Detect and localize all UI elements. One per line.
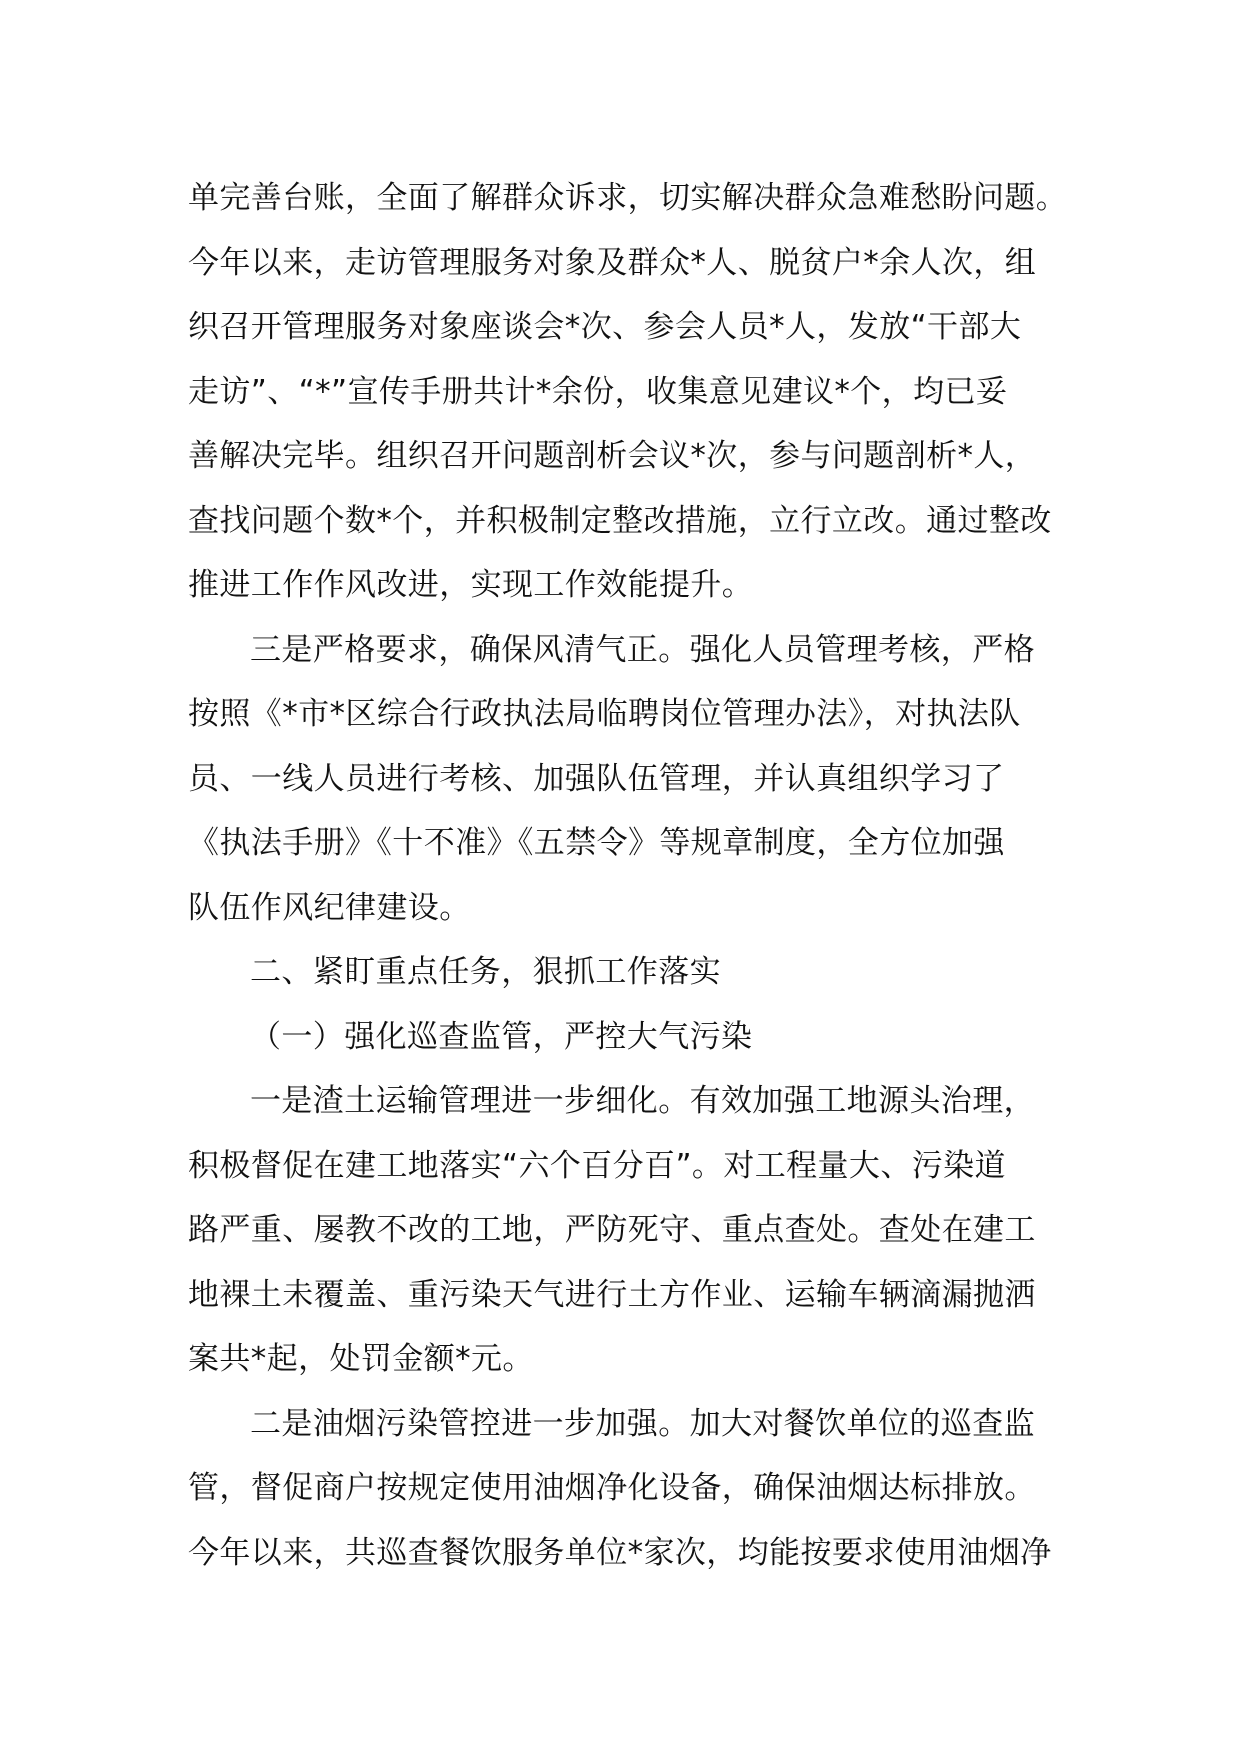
text-line: 队伍作风纪律建设。	[188, 889, 471, 926]
text-line: 推进工作作风改进，实现工作效能提升。	[188, 567, 754, 603]
text-line: 走访”、“*”宣传手册共计*余份，收集意见建议*个，均已妥	[188, 373, 1008, 410]
text-line: 案共*起，处罚金额*元。	[188, 1341, 534, 1377]
document-body	[188, 166, 1068, 1585]
text-line: 二是油烟污染管控进一步加强。加大对餐饮单位的巡查监	[250, 1405, 1035, 1442]
text-line: 查找问题个数*个，并积极制定整改措施，立行立改。通过整改	[188, 502, 1052, 539]
text-line: 一是渣土运输管理进一步细化。有效加强工地源头治理，	[250, 1083, 1035, 1119]
text-line: 织召开管理服务对象座谈会*次、参会人员*人，发放“干部大	[188, 309, 1022, 345]
text-line: 地裸土未覆盖、重污染天气进行土方作业、运输车辆滴漏抛洒	[188, 1276, 1036, 1313]
text-line: （一）强化巡查监管，严控大气污染	[250, 1018, 753, 1055]
text-line: 管，督促商户按规定使用油烟净化设备，确保油烟达标排放。	[188, 1470, 1036, 1506]
text-line: 路严重、屡教不改的工地，严防死守、重点查处。查处在建工	[188, 1212, 1036, 1248]
text-line: 积极督促在建工地落实“六个百分百”。对工程量大、污染道	[188, 1147, 1006, 1184]
text-line: 三是严格要求，确保风清气正。强化人员管理考核，严格	[250, 631, 1035, 668]
text-line: 按照《*市*区综合行政执法局临聘岗位管理办法》，对执法队	[188, 696, 1021, 732]
text-line: 善解决完毕。组织召开问题剖析会议*次，参与问题剖析*人，	[188, 438, 1037, 474]
text-line: 今年以来，走访管理服务对象及群众*人、脱贫户*余人次，组	[188, 244, 1037, 281]
text-line: 单完善台账，全面了解群众诉求，切实解决群众急难愁盼问题。	[188, 180, 1068, 216]
text-line: 《执法手册》《十不准》《五禁令》等规章制度，全方位加强	[188, 825, 1005, 861]
text-line: 今年以来，共巡查餐饮服务单位*家次，均能按要求使用油烟净	[188, 1534, 1052, 1571]
text-line: 员、一线人员进行考核、加强队伍管理，并认真组织学习了	[188, 760, 1005, 797]
text-line: 二、紧盯重点任务，狠抓工作落实	[250, 954, 721, 990]
